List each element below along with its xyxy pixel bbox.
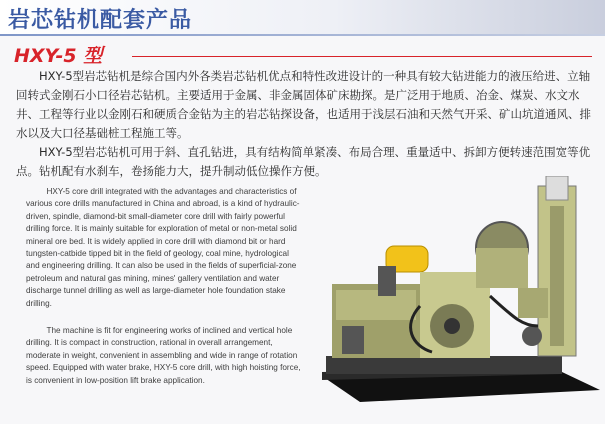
control-wheel xyxy=(522,326,542,346)
winch-housing xyxy=(476,248,528,288)
mast-top xyxy=(546,176,568,200)
english-description-paragraph-1: HXY-5 core drill integrated with the advantages and characteristics of various core drills manufactured in China and abroad, is a kind of hydraulic-driven, spindle, diamond-bit small-diameter core drill with fairly powerful drilling force. It is mainly suitable for exploration of metal or non-metal solid mineral ore bed. It is widely applied in core drill with diamond bit or hard tungsten-catbide tipped bit in the field of geology, coal mine, hydrological and engineering drilling. It can also be used in the fields of superficial-zone petroleum and natural gas mining, mines' gallery ventilation and water discharge tunnel drilling as well as large-diameter hole foundation stake drilling. xyxy=(26,187,300,308)
model-divider xyxy=(132,56,592,57)
skid xyxy=(326,356,562,374)
header-divider xyxy=(0,34,605,36)
exhaust-pipe xyxy=(378,266,396,296)
engine-detail xyxy=(342,326,364,354)
product-model-title: HXY-5 型 xyxy=(14,45,103,67)
core-drill-machine-photo xyxy=(312,176,602,420)
spindle xyxy=(550,206,564,346)
english-description-paragraph-2: The machine is fit for engineering works of inclined and vertical hole drilling. It is compact in construction, rational in overall arrangement, moderate in weight, convenient in assembling and wide in range of rotation speed. Equipped with water brake, HXY-5 core drill, with high hoisting force, is convenient in low-position lift brake application. xyxy=(26,326,301,385)
gearbox-hub xyxy=(444,318,460,334)
engine-cover xyxy=(336,290,416,320)
page-title: 岩芯钻机配套产品 xyxy=(8,8,193,33)
chinese-description-paragraph-1: HXY-5型岩芯钻机是综合国内外各类岩芯钻机优点和特性改进设计的一种具有较大钻进能力的液压给进、立轴回转式金刚石小口径岩芯钻机。主要适用于金属、非金属固体矿床勘探。是广泛用于地质、冶金、煤炭、水文水井、工程等行业以金刚石和硬质合金钻为主的岩芯钻探设备，也适用于浅层石油和天然气开采、矿山坑道通风、排水以及大口径基础桩工程施工等。 xyxy=(16,69,591,140)
control-box xyxy=(518,288,548,318)
chinese-description-paragraph-2: HXY-5型岩芯钻机可用于斜、直孔钻进，具有结构简单紧凑、布局合理、重量适中、拆卸方便转速范围宽等优点。钻机配有水刹车，卷扬能力大，提升制动低位操作方便。 xyxy=(16,145,591,178)
page-header xyxy=(0,0,605,34)
